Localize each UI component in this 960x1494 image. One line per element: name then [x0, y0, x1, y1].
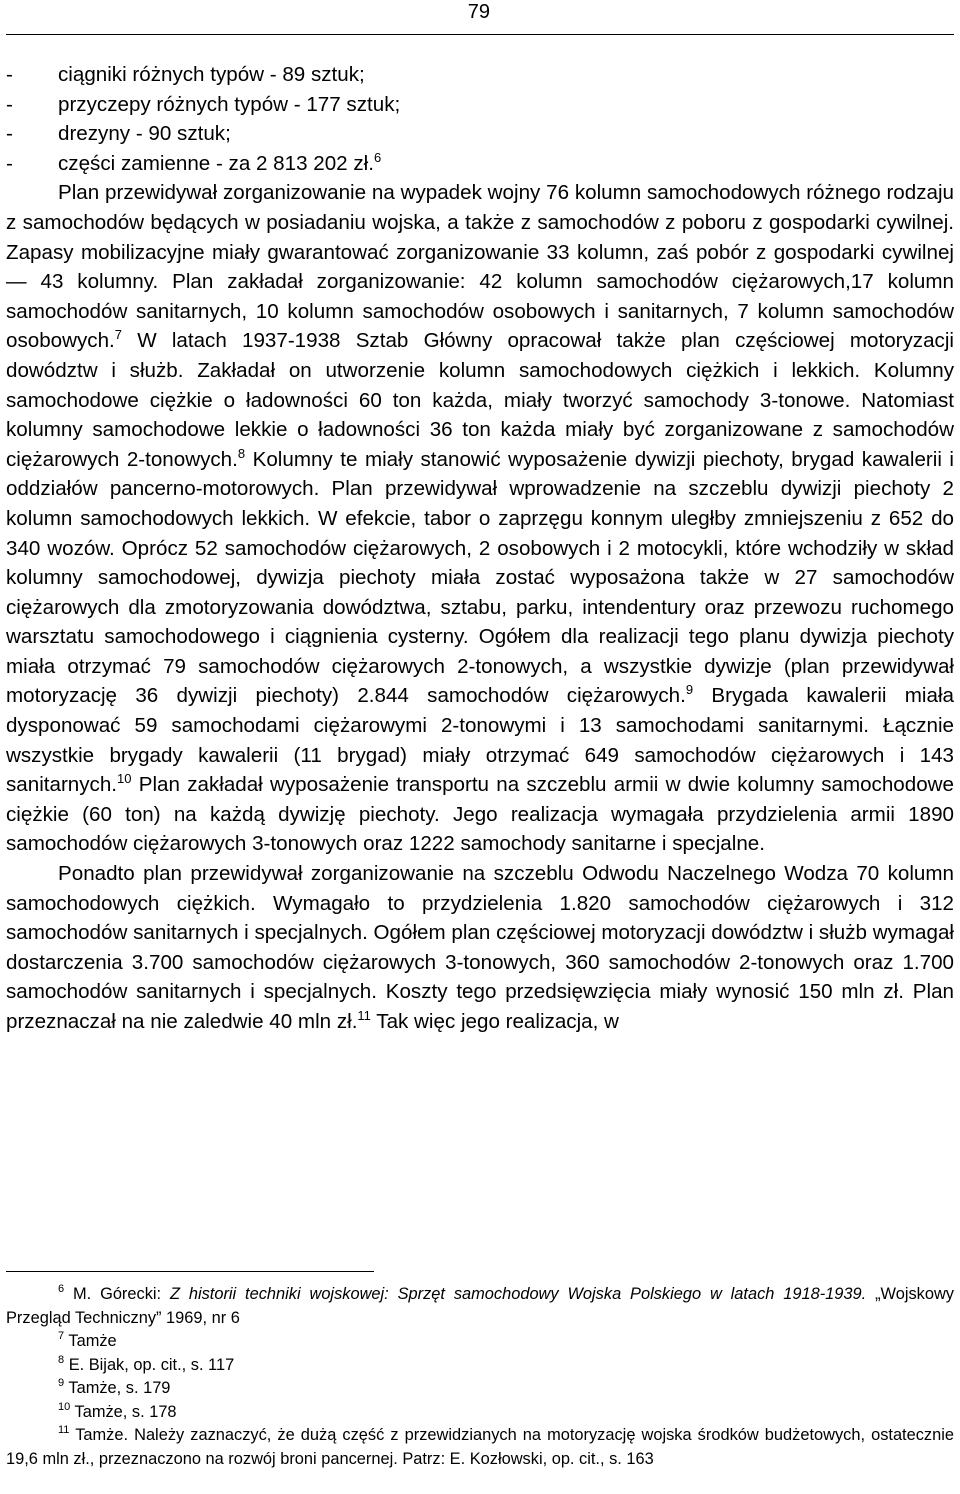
footnote-rule [6, 1271, 374, 1272]
footnote-text: Tamże, s. 178 [74, 1402, 177, 1421]
footnote-number: 11 [58, 1424, 70, 1436]
footnote-number: 7 [58, 1330, 65, 1342]
footnote-ref: 9 [685, 682, 694, 698]
list-dash: - [6, 63, 13, 86]
footnote-text: E. Bijak, op. cit., s. 117 [68, 1355, 235, 1374]
paragraph-text: Brygada kawalerii miała dysponować 59 samochodami ciężarowymi 2-tonowymi i 13 samochodami sanitarnymi. Łącznie wszystkie brygady kawalerii (11 brygad) miały otrzymać 649 samochodów ciężarowych i 143 sanitarnych. [6, 684, 954, 797]
footnote-ref: 7 [114, 327, 122, 343]
paragraph-text: Plan zakładał wyposażenie transportu na szczeblu armii w dwie kolumny samochodowe ciężkie (60 ton) na każdą dywizję piechoty. Jego realizacja wymagała przydzielenia armii 1890 samochodów ciężarowych 3-tonowych oraz 1222 samochody sanitarne i specjalne. [6, 773, 954, 856]
paragraph-text: W latach 1937-1938 Sztab Główny opracował także plan częściowej motoryzacji dowództw i służb. Zakładał on utworzenie kolumn samochodowych ciężkich i lekkich. Kolumny samochodowe ciężkie o ładowności 60 ton każda, miały tworzyć samochody 3-tonowe. Natomiast kolumny samochodowe lekkie o ładowności 36 ton każda miały być zorganizowane z samochodów ciężarowych 2-tonowych. [6, 329, 954, 471]
footnote-text: „Wojskowy Przegląd Techniczny” 1969, nr 6 [6, 1285, 955, 1327]
footnote-ref: 6 [373, 149, 382, 165]
list-item-text: drezyny - 90 sztuk; [58, 122, 231, 146]
footnote [6, 1424, 954, 1471]
paragraph-text: Tak więc jego realizacja, w [370, 1010, 619, 1033]
footnote-text: M. Górecki: [73, 1285, 170, 1303]
paragraph-2 [6, 859, 954, 1037]
list-item [6, 60, 954, 90]
footnote-number: 8 [58, 1353, 65, 1366]
header-rule [6, 34, 954, 35]
footnote [6, 1330, 954, 1354]
footnote-number: 9 [58, 1377, 65, 1389]
paragraph-text: Ponadto plan przewidywał zorganizowanie na szczeblu Odwodu Naczelnego Wodza 70 kolumn samochodowych ciężkich. Wymagało to przydzielenia 1.820 samochodów ciężarowych i 312 samochodów sanitarnych i specjalnych. Ogółem plan częściowej motoryzacji dowództw i służb wymagał dostarczenia 3.700 samochodów ciężarowych 3-tonowych, 360 samochodów 2-tonowych oraz 1.700 samochodów sanitarnych i specjalnych. Koszty tego przedsięwzięcia miały wynosić 150 mln zł. Plan przeznaczał na nie zaledwie 40 mln zł. [6, 862, 954, 1033]
footnotes [6, 1283, 954, 1471]
list-item-text: części zamienne - za 2 813 202 zł. [58, 151, 374, 175]
footnote [6, 1283, 954, 1330]
footnote-text: Tamże [68, 1332, 117, 1350]
page-number: 79 [467, 1, 490, 23]
footnote-ref: 11 [357, 1008, 371, 1023]
paragraph-1 [6, 178, 954, 859]
list-dash: - [6, 151, 13, 175]
list-item [6, 90, 954, 120]
footnote-ref: 10 [117, 771, 132, 787]
footnote-text: Tamże, s. 179 [68, 1379, 171, 1397]
list-dash: - [6, 122, 13, 146]
footnote-title: Z historii techniki wojskowej: Sprzęt samochodowy Wojska Polskiego w latach 1918-1939. [169, 1285, 867, 1303]
list-item [6, 119, 954, 149]
main-text [6, 60, 954, 1037]
footnote-number: 10 [58, 1400, 71, 1413]
list-item [6, 149, 954, 179]
footnote-ref: 8 [237, 445, 246, 461]
paragraph-text: Kolumny te miały stanowić wyposażenie dywizji piechoty, brygad kawalerii i oddziałów pancerno-motorowych. Plan przewidywał wprowadzenie na szczeblu dywizji piechoty 2 kolumn samochodowych lekkich. W efekcie, tabor o zaprzęgu konnym uległby zmniejszeniu z 652 do 340 wozów. Oprócz 52 samochodów ciężarowych, 2 osobowych i 2 motocykli, które wchodziły w skład kolumny samochodowej, dywizja piechoty miała zostać wyposażona także w 27 samochodów ciężarowych dla zmotoryzowania dowództwa, sztabu, parku, intendentury oraz przewozu ruchomego warsztatu samochodowego i ciągnienia cysterny. Ogółem dla realizacji tego planu dywizja piechoty miała otrzymać 79 samochodów ciężarowych 2-tonowych, a wszystkie dywizje (plan przewidywał motoryzację 36 dywizji piechoty) 2.844 samochodów ciężarowych. [6, 447, 954, 708]
footnote [6, 1377, 954, 1401]
list-item-text: przyczepy różnych typów - 177 sztuk; [58, 92, 401, 116]
paragraph-text: Plan przewidywał zorganizowanie na wypadek wojny 76 kolumn samochodowych różnego rodzaju z samochodów będących w posiadaniu wojska, a także z samochodów z poboru z gospodarki cywilnej. Zapasy mobilizacyjne miały gwarantować zorganizowanie 33 kolumn, zaś pobór z gospodarki cywilnej — 43 kolumny. Plan zakładał zorganizowanie: 42 kolumn samochodów ciężarowych,17 kolumn samochodów sanitarnych, 10 kolumn samochodów osobowych i sanitarnych, 7 kolumn samochodów osobowych. [6, 181, 954, 353]
footnote-number: 6 [58, 1283, 65, 1295]
footnote [6, 1354, 954, 1378]
list-dash: - [6, 92, 13, 116]
footnote-text: Tamże. Należy zaznaczyć, że dużą część z przewidzianych na motoryzację wojska środków budżetowych, ostatecznie 19,6 mln zł., przeznaczono na rozwój broni pancernej. Patrz: E. Kozłowski, op. cit., s. 163 [6, 1426, 954, 1468]
footnote [6, 1401, 954, 1425]
list-item-text: ciągniki różnych typów - 89 sztuk; [58, 63, 365, 86]
